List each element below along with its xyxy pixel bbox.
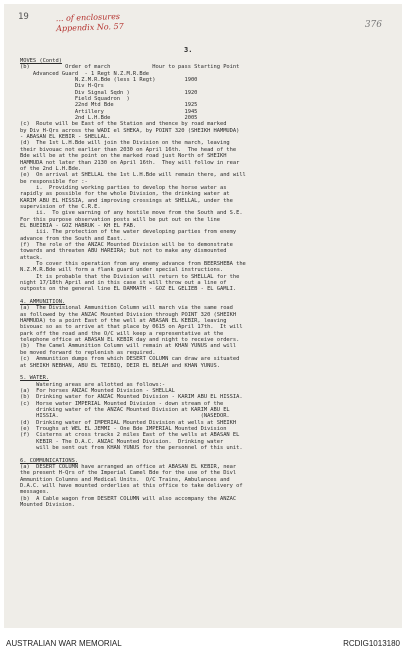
text-line: Mounted Division.: [20, 502, 75, 509]
text-line: (a) DESERT COLUMN have arranged an office at ABASAN EL KEBIR, near: [20, 464, 237, 470]
text-line: (b) A Cable wagon from DESERT COLUMN will also accompany the ANZAC: [20, 495, 237, 502]
text-line: Field Squadron ): [20, 96, 130, 103]
document-page: [4, 4, 402, 628]
text-line: N.Z.M.R.Bde will form a flank guard under special instructions.: [20, 267, 224, 274]
text-line: Artillery 1945: [20, 108, 198, 115]
text-line: (a) For horses ANZAC Mounted Division - SHELLAL: [20, 387, 175, 394]
text-line: towards and threaten ABU HAREIRA; but not to make any dismounted: [20, 248, 227, 255]
section-heading: 4. AMMUNITION.: [20, 299, 66, 306]
text-line: (e) Troughs at WEL EL JEMMI - One Bde IMPERIAL Mounted Division: [20, 425, 227, 432]
text-line: bivouac so as to arrive at that place by 0615 on April 17th. It will: [20, 324, 243, 331]
text-line: messages.: [20, 489, 50, 496]
handwritten-number: 376: [364, 20, 382, 30]
text-line: HAMMUDA not later than 2130 on April 16th. They will follow in rear: [20, 159, 240, 166]
text-line: i. Providing working parties to develop the horse water as: [20, 184, 227, 191]
text-line: (c) Ammunition dumps from which DESERT COLUMN can draw are situated: [20, 356, 240, 363]
text-line: HAMMUDA) to a point East of the well at ABASAN EL KEBIR, leaving: [20, 318, 227, 325]
text-line: D.A.C. will have mounted orderlies at this office to take delivery of: [20, 483, 243, 490]
section-heading: 6. COMMUNICATIONS.: [20, 457, 79, 464]
text-line: 2nd L.H.Bde 2005: [20, 115, 198, 122]
text-line: KEBIR - The D.A.C. ANZAC Mounted Division. Drinking water: [20, 438, 224, 445]
text-line: For this purpose observation posts will be put out on the line: [20, 216, 220, 223]
text-line: be responsible for :-: [20, 178, 88, 185]
text-line: It is probable that the Division will return to SHELLAL for the: [20, 273, 240, 280]
text-line: (c) Route will be East of the Station and thence by road marked: [20, 121, 227, 128]
text-line: (e) On arrival at SHELLAL the 1st L.H.Bde will remain there, and will: [20, 172, 246, 179]
text-line: iii. The protection of the water developing parties from enemy: [20, 229, 237, 236]
text-line: attack.: [20, 254, 43, 261]
text-line: will be sent out from KHAN YUNUS for the personnel of this unit.: [20, 444, 243, 451]
text-line: telephone office at ABASAN EL KEBIR day and night to receive orders.: [20, 337, 240, 344]
text-line: KARIM ABU EL HISSIA, and improving crossings at SHELLAL, under the: [20, 197, 233, 204]
text-line: of the 2nd L.H.Bde.: [20, 165, 82, 172]
text-line: - ABASAN EL KEBIR - SHELLAL.: [20, 134, 111, 141]
folio-number: 19: [18, 12, 29, 22]
page-number: 3.: [184, 46, 193, 54]
text-line: (f) The role of the ANZAC Mounted Division will be to demonstrate: [20, 241, 233, 248]
text-line: (b) The Camel Ammunition Column will remain at KHAN YUNUS and will: [20, 343, 237, 350]
text-line: advance from the South and East..: [20, 235, 127, 242]
text-line: Watering areas are allotted as follows:-: [20, 381, 166, 388]
text-line: (d) The 1st L.H.Bde will join the Division on the march, leaving: [20, 140, 230, 147]
section-heading: MOVES (Contd): [20, 58, 62, 64]
text-line: night 17/18th April and in this case it will throw out a line of: [20, 280, 227, 287]
text-line: by Div H-Qrs across the WADI el SHEKA, by POINT 320 (SHEIKH HAMMUDA): [20, 127, 240, 134]
text-line: (d) Drinking water of IMPERIAL Mounted Division at wells at SHEIKH: [20, 419, 237, 426]
text-line: N.Z.M.R.Bde (less 1 Regt) 1900: [20, 77, 198, 84]
text-line: at SHEIKH NEBHAN, ABU EL TEIBIQ, DEIR EL BELAH and KHAN YUNUS.: [20, 362, 220, 369]
section-heading: 5. WATER.: [20, 375, 50, 382]
text-line: ii. To give warning of any hostile move from the South and S.E.: [20, 210, 243, 217]
text-line: (b) Drinking water for ANZAC Mounted Division - KARIM ABU EL HISSIA.: [20, 394, 243, 401]
text-line: (f) Cisterns at cross tracks 2 miles East of the wells at ABASAN EL: [20, 432, 240, 439]
text-line: rapidly as possible for the whole Division, the drinking water at: [20, 191, 230, 198]
text-line: (a) The Divisional Ammunition Column will march via the same road: [20, 305, 233, 312]
text-line: Ammunition Columns and Medical Units. O/C Trains, Ambulances and: [20, 476, 230, 483]
text-line: 22nd Mtd Bde 1925: [20, 102, 198, 109]
text-line: park off the road and the O/C will keep a representative at the: [20, 330, 224, 337]
archive-footer: [0, 628, 406, 654]
text-line: (b) Order of march Hour to pass Starting Point: [20, 64, 240, 71]
text-line: as followed by the ANZAC Mounted Division through POINT 320 (SHEIKH: [20, 311, 237, 318]
text-line: their bivouac not earlier than 2030 on April 16th. The head of the: [20, 146, 237, 153]
archive-id: RCDIG1013180: [343, 639, 400, 648]
text-line: To cover this operation from any enemy advance from BEERSHEBA the: [20, 261, 246, 267]
archive-name: AUSTRALIAN WAR MEMORIAL: [6, 639, 122, 648]
text-line: HISSIA. (NASEDOR.: [20, 413, 230, 420]
text-line: Div H-Qrs: [20, 83, 104, 90]
text-line: drinking water of the ANZAC Mounted Division at KARIM ABU EL: [20, 406, 230, 413]
text-line: EL BUEIBIA - GOZ HABRUK - KH EL FAB.: [20, 222, 137, 229]
document-body: [20, 58, 396, 508]
stamp-line-2: Appendix No. 57: [56, 21, 124, 34]
text-line: (c) Horse water IMPERIAL Mounted Division - down stream of the: [20, 400, 224, 407]
appendix-stamp: [56, 12, 124, 34]
stamp-line-1: ... of enclosures: [55, 11, 121, 24]
text-line: be moved forward to replenish as required.: [20, 349, 156, 356]
text-line: Bde will be at the point on the marked road just North of SHEIKH: [20, 153, 227, 160]
text-line: Advanced Guard - 1 Regt N.Z.M.R.Bde: [20, 70, 150, 77]
text-line: outposts on the general line EL DAMMATH - GOZ EL GELIEB - EL GAMLI.: [20, 286, 237, 293]
text-line: supervision of the C.R.E.: [20, 203, 101, 210]
text-line: the present H-Qrs of the Imperial Camel Bde for the use of the Divl: [20, 470, 237, 477]
text-line: Div Signal Sqdn ) 1920: [20, 89, 198, 96]
